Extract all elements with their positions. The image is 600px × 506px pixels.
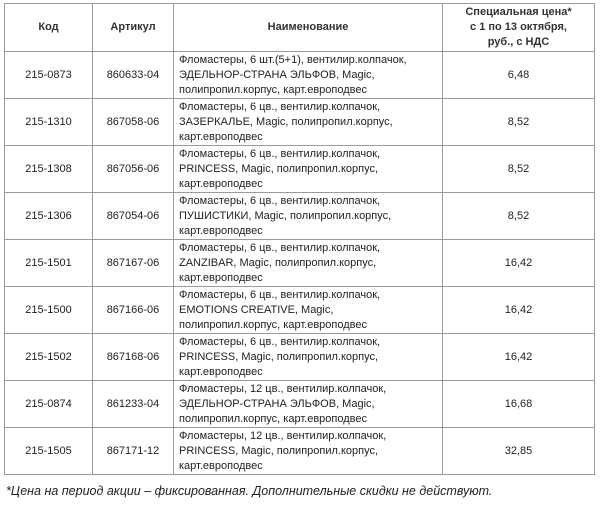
table-row xyxy=(5,52,595,99)
table-header-row xyxy=(5,4,595,52)
row-code: 215-1310 xyxy=(5,99,93,146)
row-name xyxy=(174,287,443,334)
row-price: 8,52 xyxy=(443,99,595,146)
row-code: 215-1505 xyxy=(5,428,93,475)
row-article: 860633-04 xyxy=(93,52,174,99)
row-name xyxy=(174,240,443,287)
row-name xyxy=(174,334,443,381)
row-price: 16,68 xyxy=(443,381,595,428)
name-line: карт.европодвес xyxy=(179,365,263,378)
name-line: Фломастеры, 6 цв., вентилир.колпачок, xyxy=(179,335,381,348)
table-row xyxy=(5,287,595,334)
name-line: полипропил.корпус, карт.европодвес xyxy=(179,412,367,425)
header-price-line: руб., с НДС xyxy=(487,36,550,48)
price-table xyxy=(4,3,595,475)
name-line: карт.европодвес xyxy=(179,224,263,237)
row-article: 861233-04 xyxy=(93,381,174,428)
row-code: 215-1500 xyxy=(5,287,93,334)
row-name xyxy=(174,428,443,475)
row-name xyxy=(174,52,443,99)
row-article: 867167-06 xyxy=(93,240,174,287)
row-price: 32,85 xyxy=(443,428,595,475)
row-price: 16,42 xyxy=(443,287,595,334)
footnote: *Цена на период акции – фиксированная. Дополнительные скидки не действуют. xyxy=(6,484,493,498)
header-price-line: с 1 по 13 октября, xyxy=(470,21,567,33)
row-price: 16,42 xyxy=(443,240,595,287)
row-price: 8,52 xyxy=(443,146,595,193)
row-code: 215-1502 xyxy=(5,334,93,381)
name-line: Фломастеры, 6 цв., вентилир.колпачок, xyxy=(179,100,381,113)
row-name xyxy=(174,193,443,240)
name-line: ZANZIBAR, Magic, полипропил.корпус, xyxy=(179,256,377,269)
row-code: 215-1308 xyxy=(5,146,93,193)
name-line: PRINCESS, Magic, полипропил.корпус, xyxy=(179,162,379,175)
table-row xyxy=(5,99,595,146)
name-line: PRINCESS, Magic, полипропил.корпус, xyxy=(179,350,379,363)
name-line: PRINCESS, Magic, полипропил.корпус, xyxy=(179,444,379,457)
row-article: 867054-06 xyxy=(93,193,174,240)
name-line: ПУШИСТИКИ, Magic, полипропил.корпус, xyxy=(179,209,392,222)
name-line: полипропил.корпус, карт.европодвес xyxy=(179,83,367,96)
row-name xyxy=(174,146,443,193)
row-article: 867168-06 xyxy=(93,334,174,381)
name-line: ЭДЕЛЬНОР-СТРАНА ЭЛЬФОВ, Magic, xyxy=(179,397,375,410)
row-code: 215-0874 xyxy=(5,381,93,428)
name-line: Фломастеры, 12 цв., вентилир.колпачок, xyxy=(179,429,387,442)
name-line: Фломастеры, 6 цв., вентилир.колпачок, xyxy=(179,147,381,160)
row-price: 16,42 xyxy=(443,334,595,381)
name-line: карт.европодвес xyxy=(179,177,263,190)
name-line: Фломастеры, 6 шт.(5+1), вентилир.колпачок, xyxy=(179,53,407,66)
row-article: 867056-06 xyxy=(93,146,174,193)
row-code: 215-0873 xyxy=(5,52,93,99)
header-name: Наименование xyxy=(174,4,443,52)
name-line: Фломастеры, 12 цв., вентилир.колпачок, xyxy=(179,382,387,395)
row-article: 867058-06 xyxy=(93,99,174,146)
name-line: Фломастеры, 6 цв., вентилир.колпачок, xyxy=(179,241,381,254)
name-line: карт.европодвес xyxy=(179,271,263,284)
table-row xyxy=(5,428,595,475)
table-row xyxy=(5,146,595,193)
header-special-price xyxy=(443,4,595,52)
name-line: ЗАЗЕРКАЛЬЕ, Magic, полипропил.корпус, xyxy=(179,115,393,128)
row-name xyxy=(174,381,443,428)
name-line: Фломастеры, 6 цв., вентилир.колпачок, xyxy=(179,194,381,207)
header-article: Артикул xyxy=(93,4,174,52)
table-row xyxy=(5,334,595,381)
row-name xyxy=(174,99,443,146)
row-article: 867166-06 xyxy=(93,287,174,334)
table-row xyxy=(5,381,595,428)
row-code: 215-1306 xyxy=(5,193,93,240)
name-line: ЭДЕЛЬНОР-СТРАНА ЭЛЬФОВ, Magic, xyxy=(179,68,375,81)
table-row xyxy=(5,240,595,287)
name-line: карт.европодвес xyxy=(179,130,263,143)
header-price-line: Специальная цена* xyxy=(465,6,572,18)
name-line: EMOTIONS CREATIVE, Magic, xyxy=(179,303,334,316)
name-line: карт.европодвес xyxy=(179,459,263,472)
name-line: Фломастеры, 6 цв., вентилир.колпачок, xyxy=(179,288,381,301)
name-line: полипропил.корпус, карт.европодвес xyxy=(179,318,367,331)
row-price: 6,48 xyxy=(443,52,595,99)
row-article: 867171-12 xyxy=(93,428,174,475)
row-code: 215-1501 xyxy=(5,240,93,287)
table-row xyxy=(5,193,595,240)
row-price: 8,52 xyxy=(443,193,595,240)
header-code: Код xyxy=(5,4,93,52)
